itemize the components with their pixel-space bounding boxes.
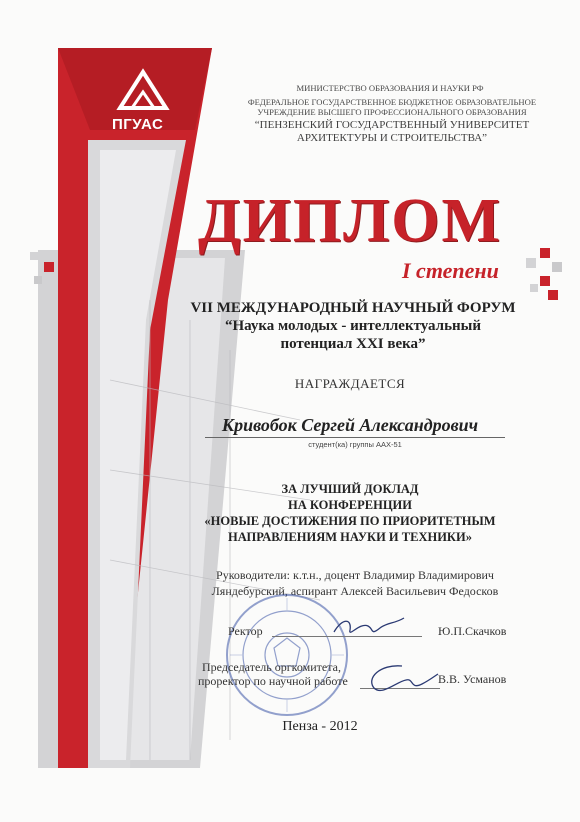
- recipient-underline: [205, 437, 505, 438]
- diploma-degree: I степени: [402, 258, 499, 283]
- chair-signature: [362, 660, 442, 696]
- reason-line-2: НА КОНФЕРЕНЦИИ: [287, 498, 412, 512]
- city-year: Пенза - 2012: [282, 719, 358, 734]
- recipient-name: Кривобок Сергей Александрович: [221, 415, 479, 435]
- reason-line-1: ЗА ЛУЧШИЙ ДОКЛАД: [281, 482, 419, 496]
- institution-line-2: УЧРЕЖДЕНИЕ ВЫСШЕГО ПРОФЕССИОНАЛЬНОГО ОБРАЗОВАНИЯ: [257, 107, 527, 117]
- supervisors-line-1: Руководители: к.т.н., доцент Владимир Владимирович: [216, 568, 494, 582]
- forum-line-2: “Наука молодых - интеллектуальный: [224, 318, 482, 334]
- logo-text: ПГУАС: [112, 116, 164, 133]
- reason-line-4: НАПРАВЛЕНИЯМ НАУКИ И ТЕХНИКИ»: [228, 530, 472, 544]
- rector-signature: [330, 612, 410, 642]
- recipient-group: студент(ка) группы ААХ-51: [308, 440, 402, 449]
- rector-label: Ректор: [228, 624, 263, 638]
- official-stamp: [222, 590, 352, 720]
- ministry-line: МИНИСТЕРСТВО ОБРАЗОВАНИЯ И НАУКИ РФ: [296, 83, 484, 93]
- supervisors-line-2: Ляндебурский, аспирант Алексей Васильевич Федосков: [211, 584, 499, 598]
- university-line-1: “ПЕНЗЕНСКИЙ ГОСУДАРСТВЕННЫЙ УНИВЕРСИТЕТ: [254, 119, 530, 131]
- diploma-title: ДИПЛОМ: [197, 187, 503, 255]
- university-line-2: АРХИТЕКТУРЫ И СТРОИТЕЛЬСТВА”: [296, 132, 488, 144]
- forum-line-3: потенциал XXI века”: [280, 336, 426, 352]
- chair-name: В.В. Усманов: [438, 672, 507, 686]
- reason-line-3: «НОВЫЕ ДОСТИЖЕНИЯ ПО ПРИОРИТЕТНЫМ: [204, 514, 496, 528]
- chair-label-line-1: Председатель оргкомитета,: [202, 660, 341, 674]
- chair-label-line-2: проректор по научной работе: [198, 674, 348, 688]
- award-label: НАГРАЖДАЕТСЯ: [294, 376, 406, 391]
- institution-line-1: ФЕДЕРАЛЬНОЕ ГОСУДАРСТВЕННОЕ БЮДЖЕТНОЕ ОБРАЗОВАТЕЛЬНОЕ: [247, 97, 537, 107]
- forum-line-1: VII МЕЖДУНАРОДНЫЙ НАУЧНЫЙ ФОРУМ: [190, 300, 516, 316]
- rector-name: Ю.П.Скачков: [438, 624, 507, 638]
